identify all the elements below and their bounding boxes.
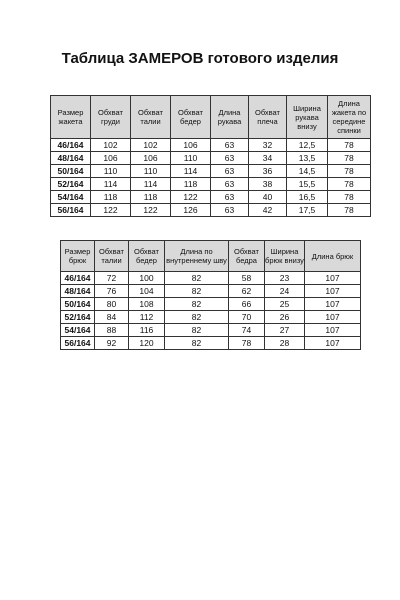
table-cell: 107 [305, 337, 361, 350]
table-cell: 76 [95, 285, 129, 298]
table-cell: 63 [211, 165, 249, 178]
table-cell: 112 [129, 311, 165, 324]
table-cell: 122 [91, 204, 131, 217]
table-cell: 78 [229, 337, 265, 350]
table-row [61, 337, 361, 350]
table-cell: 12,5 [287, 139, 328, 152]
size-cell: 54/164 [61, 324, 95, 337]
table-cell: 104 [129, 285, 165, 298]
table-cell: 58 [229, 272, 265, 285]
table-cell: 78 [328, 204, 371, 217]
size-cell: 46/164 [51, 139, 91, 152]
column-header: Обхват талии [95, 241, 129, 272]
table-cell: 40 [249, 191, 287, 204]
table-cell: 122 [171, 191, 211, 204]
jacket-measurements-table [50, 95, 371, 217]
table-cell: 110 [131, 165, 171, 178]
table-cell: 32 [249, 139, 287, 152]
table-row [51, 191, 371, 204]
table-cell: 122 [131, 204, 171, 217]
table-cell: 84 [95, 311, 129, 324]
table-cell: 28 [265, 337, 305, 350]
size-cell: 48/164 [61, 285, 95, 298]
table-cell: 72 [95, 272, 129, 285]
column-header: Длина по внутреннему шву [165, 241, 229, 272]
table-cell: 110 [91, 165, 131, 178]
table-cell: 63 [211, 139, 249, 152]
table-cell: 63 [211, 204, 249, 217]
size-cell: 54/164 [51, 191, 91, 204]
column-header: Размер брюк [61, 241, 95, 272]
table-cell: 118 [131, 191, 171, 204]
size-cell: 56/164 [51, 204, 91, 217]
table-cell: 118 [91, 191, 131, 204]
table-cell: 108 [129, 298, 165, 311]
table-cell: 70 [229, 311, 265, 324]
table-row [61, 311, 361, 324]
table-cell: 13,5 [287, 152, 328, 165]
column-header: Обхват плеча [249, 96, 287, 139]
table-cell: 66 [229, 298, 265, 311]
table-cell: 78 [328, 139, 371, 152]
table-cell: 26 [265, 311, 305, 324]
table-cell: 102 [91, 139, 131, 152]
table-cell: 100 [129, 272, 165, 285]
size-cell: 46/164 [61, 272, 95, 285]
table-cell: 107 [305, 298, 361, 311]
column-header: Ширина брюк внизу [265, 241, 305, 272]
table-cell: 116 [129, 324, 165, 337]
size-cell: 52/164 [51, 178, 91, 191]
table-row [51, 152, 371, 165]
table-row [51, 178, 371, 191]
size-cell: 50/164 [61, 298, 95, 311]
table-cell: 82 [165, 311, 229, 324]
table-cell: 82 [165, 337, 229, 350]
size-cell: 50/164 [51, 165, 91, 178]
table-cell: 15,5 [287, 178, 328, 191]
table-cell: 42 [249, 204, 287, 217]
table-cell: 74 [229, 324, 265, 337]
table-cell: 106 [171, 139, 211, 152]
column-header: Обхват бедер [129, 241, 165, 272]
table-cell: 92 [95, 337, 129, 350]
column-header: Обхват бедер [171, 96, 211, 139]
table-cell: 82 [165, 324, 229, 337]
table-cell: 78 [328, 178, 371, 191]
table-row [61, 285, 361, 298]
table-cell: 25 [265, 298, 305, 311]
page-title: Таблица ЗАМЕРОВ готового изделия [61, 50, 339, 67]
table-cell: 114 [171, 165, 211, 178]
table-row [51, 204, 371, 217]
table-cell: 107 [305, 272, 361, 285]
table-cell: 78 [328, 191, 371, 204]
table-cell: 106 [131, 152, 171, 165]
pants-measurements-table [60, 240, 361, 350]
table-cell: 17,5 [287, 204, 328, 217]
column-header: Размер жакета [51, 96, 91, 139]
table-cell: 120 [129, 337, 165, 350]
table-cell: 107 [305, 285, 361, 298]
table-cell: 82 [165, 298, 229, 311]
table-cell: 102 [131, 139, 171, 152]
table-cell: 63 [211, 191, 249, 204]
table-cell: 63 [211, 178, 249, 191]
table-cell: 110 [171, 152, 211, 165]
table-cell: 114 [91, 178, 131, 191]
table-cell: 38 [249, 178, 287, 191]
column-header: Длина жакета по середине спинки [328, 96, 371, 139]
table-cell: 106 [91, 152, 131, 165]
table-row [61, 272, 361, 285]
table-header-row [61, 241, 361, 272]
table-row [61, 298, 361, 311]
table-row [51, 165, 371, 178]
table-cell: 107 [305, 311, 361, 324]
table-row [61, 324, 361, 337]
column-header: Обхват бедра [229, 241, 265, 272]
table-cell: 27 [265, 324, 305, 337]
size-cell: 48/164 [51, 152, 91, 165]
table-cell: 24 [265, 285, 305, 298]
column-header: Длина рукава [211, 96, 249, 139]
table-header-row [51, 96, 371, 139]
table-cell: 88 [95, 324, 129, 337]
table-cell: 78 [328, 152, 371, 165]
table-cell: 107 [305, 324, 361, 337]
table-cell: 63 [211, 152, 249, 165]
size-cell: 52/164 [61, 311, 95, 324]
table-cell: 78 [328, 165, 371, 178]
column-header: Длина брюк [305, 241, 361, 272]
column-header: Обхват талии [131, 96, 171, 139]
table-cell: 14,5 [287, 165, 328, 178]
table-cell: 82 [165, 285, 229, 298]
column-header: Обхват груди [91, 96, 131, 139]
table-cell: 80 [95, 298, 129, 311]
table-cell: 126 [171, 204, 211, 217]
size-cell: 56/164 [61, 337, 95, 350]
table-cell: 36 [249, 165, 287, 178]
table-row [51, 139, 371, 152]
table-cell: 114 [131, 178, 171, 191]
table-cell: 23 [265, 272, 305, 285]
table-cell: 34 [249, 152, 287, 165]
table-cell: 62 [229, 285, 265, 298]
table-cell: 118 [171, 178, 211, 191]
table-cell: 16,5 [287, 191, 328, 204]
column-header: Ширина рукава внизу [287, 96, 328, 139]
table-cell: 82 [165, 272, 229, 285]
